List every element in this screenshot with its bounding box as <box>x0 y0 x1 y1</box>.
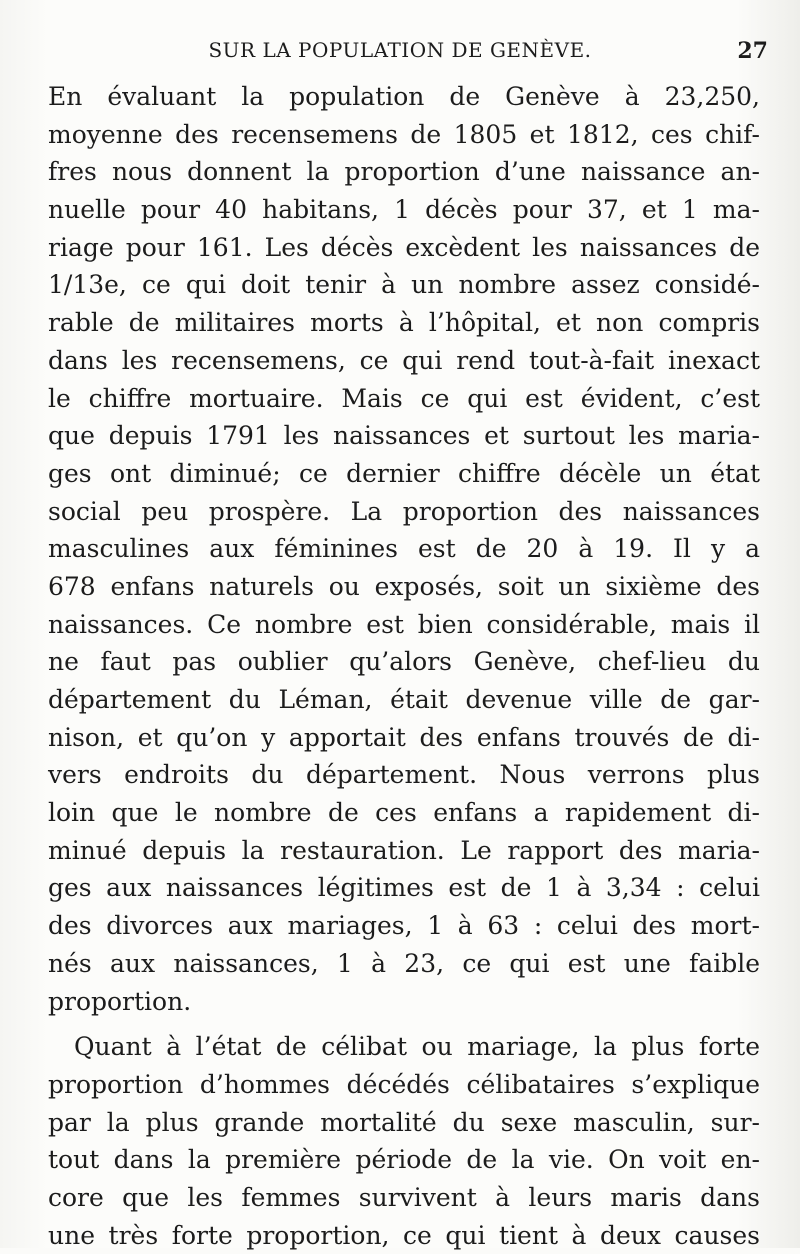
text-line: 1/13e, ce qui doit tenir à un nombre assez considé- <box>48 270 760 300</box>
text-line: nuelle pour 40 habitans, 1 décès pour 37, et 1 ma- <box>48 195 760 225</box>
text-line: tout dans la première période de la vie. On voit en- <box>48 1145 760 1175</box>
text-line: 678 enfans naturels ou exposés, soit un sixième des <box>48 571 760 601</box>
text-line: que depuis 1791 les naissances et surtout les maria- <box>48 421 760 451</box>
running-header: SUR LA POPULATION DE GENÈVE. <box>208 38 592 62</box>
text-line: rable de militaires morts à l’hôpital, et non compris <box>48 308 760 338</box>
text-line: nés aux naissances, 1 à 23, ce qui est une faible <box>48 948 760 978</box>
text-line: En évaluant la population de Genève à 23,250, <box>48 82 760 111</box>
text-line: masculines aux féminines est de 20 à 19. Il y a <box>48 534 760 564</box>
text-line: riage pour 161. Les décès excèdent les naissances de <box>48 232 760 262</box>
text-line: dans les recensemens, ce qui rend tout-à-fait inexact <box>48 345 760 375</box>
text-line: ges aux naissances légitimes est de 1 à 3,34 : celui <box>48 873 760 903</box>
text-line: ne faut pas oublier qu’alors Genève, chef-lieu du <box>48 647 760 677</box>
text-line: le chiffre mortuaire. Mais ce qui est évident, c’est <box>48 383 760 413</box>
text-line: des divorces aux mariages, 1 à 63 : celui des mort- <box>48 911 760 941</box>
text-line: proportion d’hommes décédés célibataires s’explique <box>48 1069 760 1099</box>
text-line: ges ont diminué; ce dernier chiffre décèle un état <box>48 458 760 488</box>
text-line: core que les femmes survivent à leurs maris dans <box>48 1182 760 1212</box>
text-line: naissances. Ce nombre est bien considérable, mais il <box>48 609 760 639</box>
page-number: 27 <box>737 38 768 64</box>
text-line: département du Léman, était devenue ville de gar- <box>48 685 760 714</box>
text-line: une très forte proportion, ce qui tient à deux causes <box>48 1220 760 1250</box>
text-line: loin que le nombre de ces enfans a rapidement di- <box>48 798 760 828</box>
text-line: proportion. <box>48 986 192 1016</box>
text-line: par la plus grande mortalité du sexe masculin, sur- <box>48 1107 760 1137</box>
text-line: moyenne des recensemens de 1805 et 1812, ces chif- <box>48 119 760 149</box>
paragraph-gap <box>48 1020 760 1028</box>
text-line: minué depuis la restauration. Le rapport des maria- <box>48 835 760 865</box>
body-text <box>48 78 760 1254</box>
text-line: nison, et qu’on y apportait des enfans trouvés de di- <box>48 722 760 752</box>
paragraph-2 <box>48 1028 760 1254</box>
text-line: social peu prospère. La proportion des naissances <box>48 496 760 526</box>
text-line: fres nous donnent la proportion d’une naissance an- <box>48 157 760 187</box>
paragraph-1 <box>48 78 760 1020</box>
text-line: vers endroits du département. Nous verrons plus <box>48 760 760 790</box>
text-line: Quant à l’état de célibat ou mariage, la plus forte <box>74 1032 760 1062</box>
